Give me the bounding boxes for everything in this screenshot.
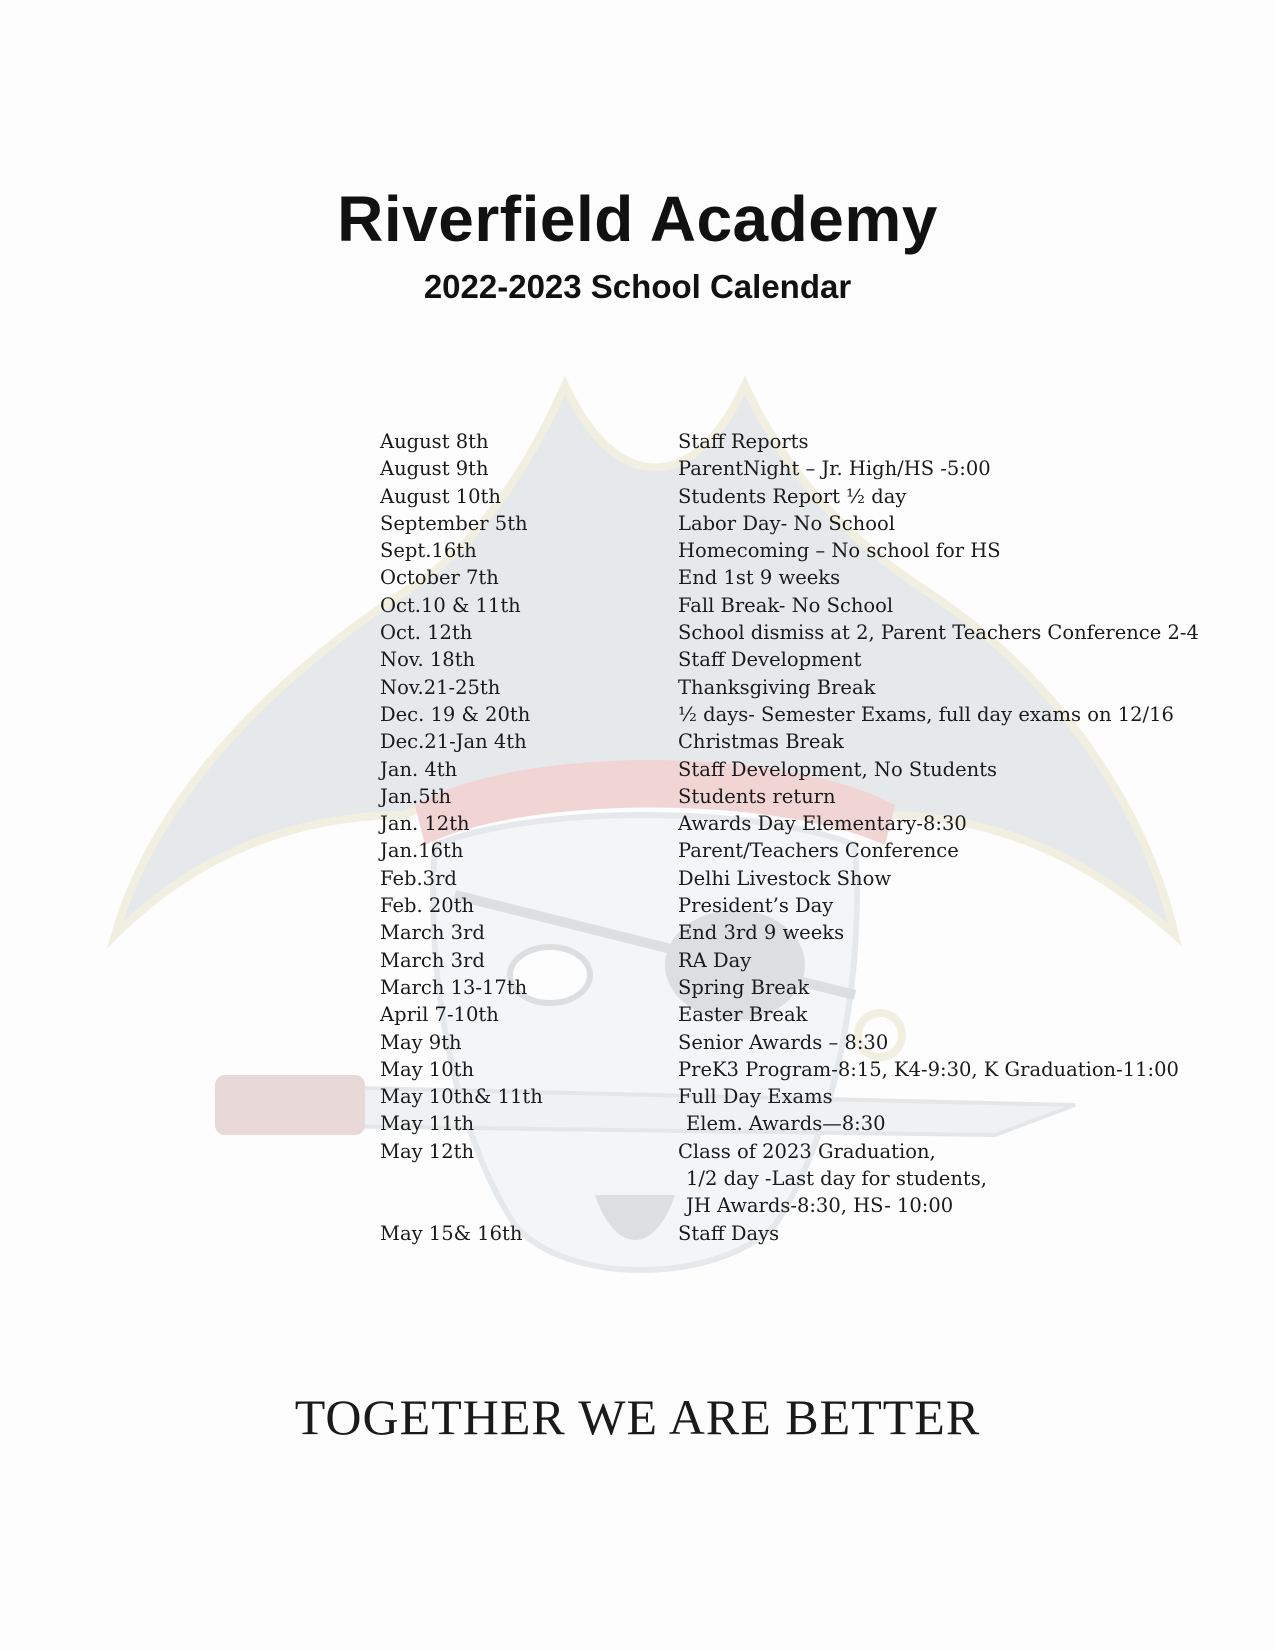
event-description: RA Day: [678, 948, 752, 972]
event-description: Senior Awards – 8:30: [678, 1030, 889, 1054]
event-date: Oct.10 & 11th: [380, 593, 521, 617]
event-row: [380, 619, 1199, 646]
event-row: [380, 510, 1180, 537]
event-date: May 15& 16th: [380, 1221, 523, 1245]
event-date: September 5th: [380, 511, 528, 535]
event-row: [380, 783, 1180, 810]
page-title: Riverfield Academy: [337, 183, 938, 255]
event-description: Staff Development: [678, 648, 862, 672]
page-subtitle: 2022-2023 School Calendar: [423, 268, 852, 305]
event-row: [380, 756, 1180, 783]
event-date: Feb. 20th: [380, 894, 475, 918]
event-description: School dismiss at 2, Parent Teachers Conference 2-4: [678, 621, 1199, 645]
event-row: [380, 455, 1180, 482]
event-row: [380, 974, 1180, 1001]
event-row: [380, 537, 1180, 564]
event-description: Delhi Livestock Show: [678, 866, 892, 890]
event-description: Thanksgiving Break: [678, 675, 876, 699]
event-date: August 10th: [380, 484, 501, 508]
event-row: [380, 483, 1180, 510]
event-description: Staff Reports: [678, 430, 809, 453]
event-row: [380, 892, 1180, 919]
event-row: [380, 646, 1180, 673]
event-description: Labor Day- No School: [678, 511, 895, 535]
event-description: Students Report ½ day: [678, 484, 907, 508]
event-description: Easter Break: [678, 1003, 808, 1027]
event-date: April 7-10th: [380, 1003, 499, 1027]
event-date: Nov.21-25th: [380, 675, 501, 699]
event-date: March 3rd: [380, 921, 485, 945]
event-description: End 1st 9 weeks: [678, 566, 841, 590]
event-description: ParentNight – Jr. High/HS -5:00: [678, 457, 991, 481]
event-date: March 3rd: [380, 948, 485, 972]
event-description: Fall Break- No School: [678, 593, 894, 617]
event-row: [380, 919, 1180, 946]
event-date: Sept.16th: [380, 539, 477, 563]
event-date: May 11th: [380, 1112, 475, 1136]
event-date: Jan. 12th: [380, 812, 470, 836]
event-description: President’s Day: [678, 894, 834, 918]
event-row: [380, 1220, 1180, 1247]
event-description: 1/2 day -Last day for students,: [686, 1167, 987, 1191]
events-list: [380, 428, 1199, 1247]
event-date: October 7th: [380, 566, 499, 590]
event-row: [380, 674, 1180, 701]
event-row: [380, 947, 1180, 974]
event-date: August 8th: [380, 430, 489, 453]
event-row-continuation: [380, 1192, 1180, 1219]
event-date: May 10th& 11th: [380, 1085, 543, 1109]
event-date: Oct. 12th: [380, 621, 473, 645]
event-date: May 9th: [380, 1030, 462, 1054]
event-date: Jan. 4th: [380, 757, 458, 781]
event-description: Spring Break: [678, 975, 810, 999]
event-row-continuation: [380, 1165, 1180, 1192]
event-description: Christmas Break: [678, 730, 844, 754]
event-date: Feb.3rd: [380, 866, 457, 890]
event-description: Awards Day Elementary-8:30: [678, 812, 967, 836]
event-description: Staff Days: [678, 1221, 780, 1245]
event-date: Nov. 18th: [380, 648, 476, 672]
event-row: [380, 1029, 1180, 1056]
event-date: Jan.16th: [380, 839, 464, 863]
event-row: [380, 1110, 1180, 1137]
event-date: August 9th: [380, 457, 489, 481]
event-description: Class of 2023 Graduation,: [678, 1139, 936, 1163]
event-description: Students return: [678, 784, 836, 808]
event-date: May 12th: [380, 1139, 475, 1163]
event-description: Full Day Exams: [678, 1085, 833, 1109]
event-row: [380, 564, 1180, 591]
event-row: [380, 428, 1180, 455]
event-row: [380, 592, 1180, 619]
event-row: [380, 701, 1180, 728]
event-date: Dec. 19 & 20th: [380, 702, 531, 726]
event-row: [380, 1001, 1180, 1028]
event-description: JH Awards-8:30, HS- 10:00: [686, 1194, 954, 1218]
event-date: [380, 1165, 678, 1192]
event-date: [380, 1192, 678, 1219]
event-row: [380, 837, 1180, 864]
event-description: Elem. Awards—8:30: [686, 1112, 886, 1136]
event-row: [380, 1083, 1180, 1110]
event-row: [380, 1138, 1180, 1165]
event-description: Homecoming – No school for HS: [678, 539, 1001, 563]
event-date: Jan.5th: [380, 784, 452, 808]
event-description: End 3rd 9 weeks: [678, 921, 845, 945]
event-description: Staff Development, No Students: [678, 757, 998, 781]
event-date: May 10th: [380, 1057, 475, 1081]
event-row: [380, 1056, 1180, 1083]
event-date: March 13-17th: [380, 975, 528, 999]
event-description: ½ days- Semester Exams, full day exams on 12/16: [678, 702, 1174, 726]
event-row: [380, 810, 1180, 837]
event-date: Dec.21-Jan 4th: [380, 730, 527, 754]
event-row: [380, 865, 1180, 892]
event-row: [380, 728, 1180, 755]
event-description: PreK3 Program-8:15, K4-9:30, K Graduation-11:00: [678, 1057, 1179, 1081]
event-description: Parent/Teachers Conference: [678, 839, 959, 863]
footer-motto: TOGETHER WE ARE BETTER: [294, 1389, 981, 1445]
